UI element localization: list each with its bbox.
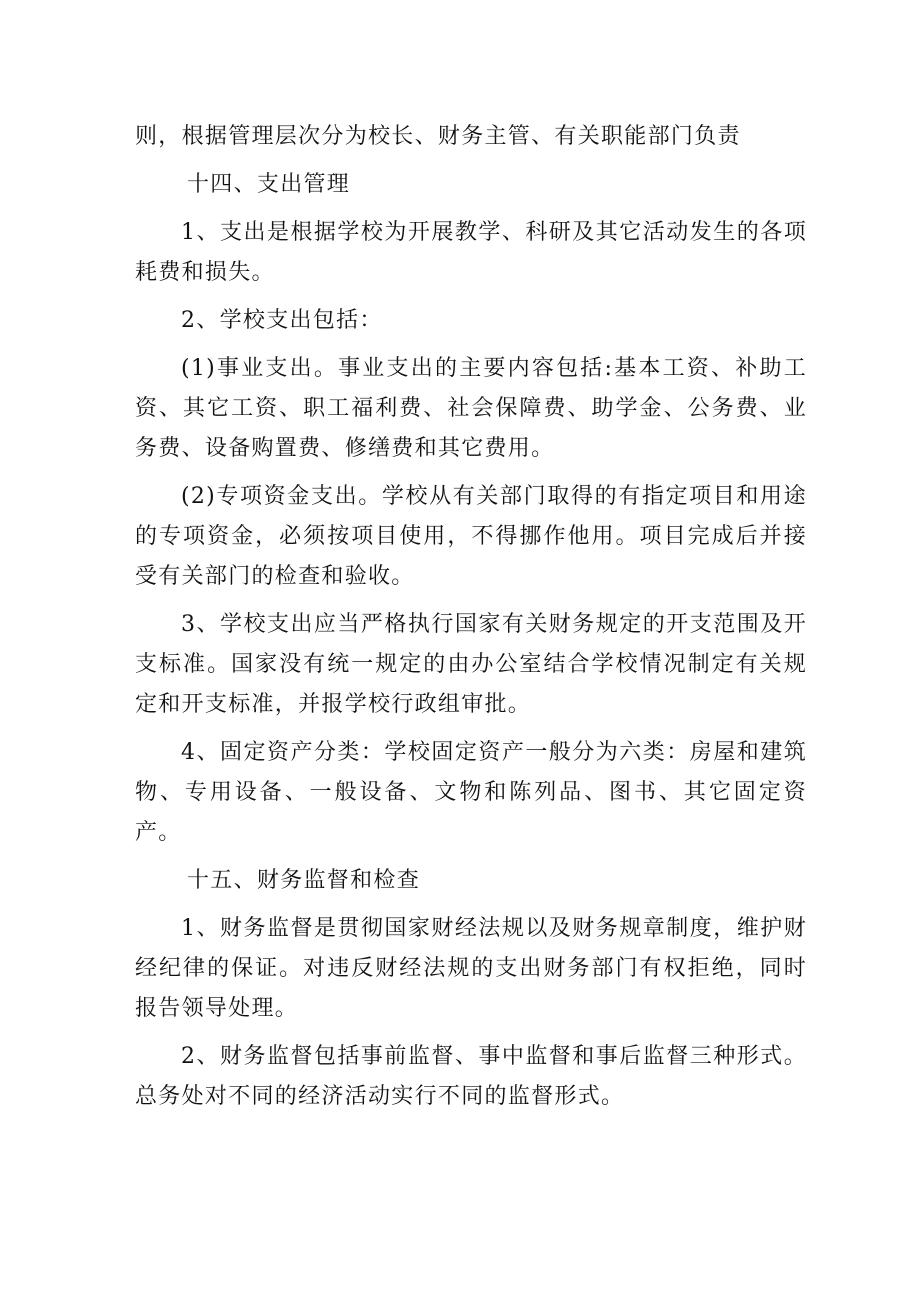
paragraph-supervision-forms: 2、财务监督包括事前监督、事中监督和事后监督三种形式。总务处对不同的经济活动实行不同的监督形式。 <box>135 1044 807 1109</box>
paragraph-continuation: 则，根据管理层次分为校长、财务主管、有关职能部门负责 <box>135 124 741 149</box>
paragraph-expenditure-definition: 1、支出是根据学校为开展教学、科研及其它活动发生的各项耗费和损失。 <box>135 220 807 285</box>
section-heading-supervision: 十五、财务监督和检查 <box>187 868 421 893</box>
paragraph-business-expenditure: (1)事业支出。事业支出的主要内容包括:基本工资、补助工资、其它工资、职工福利费、社会保障费、助学金、公务费、业务费、设备购置费、修缮费和其它费用。 <box>135 356 807 461</box>
paragraph-fixed-assets: 4、固定资产分类：学校固定资产一般分为六类：房屋和建筑物、专用设备、一般设备、文物和陈列品、图书、其它固定资产。 <box>135 740 807 845</box>
document-body <box>135 117 807 1125</box>
section-heading-expenditure: 十四、支出管理 <box>187 172 351 197</box>
paragraph-expenditure-standards: 3、学校支出应当严格执行国家有关财务规定的开支范围及开支标准。国家没有统一规定的由办公室结合学校情况制定有关规定和开支标准，并报学校行政组审批。 <box>135 612 807 717</box>
paragraph-supervision-definition: 1、财务监督是贯彻国家财经法规以及财务规章制度，维护财经纪律的保证。对违反财经法规的支出财务部门有权拒绝，同时报告领导处理。 <box>135 916 807 1021</box>
paragraph-expenditure-includes: 2、学校支出包括： <box>181 308 383 333</box>
paragraph-special-fund-expenditure: (2)专项资金支出。学校从有关部门取得的有指定项目和用途的专项资金，必须按项目使用，不得挪作他用。项目完成后并接受有关部门的检查和验收。 <box>135 484 807 589</box>
